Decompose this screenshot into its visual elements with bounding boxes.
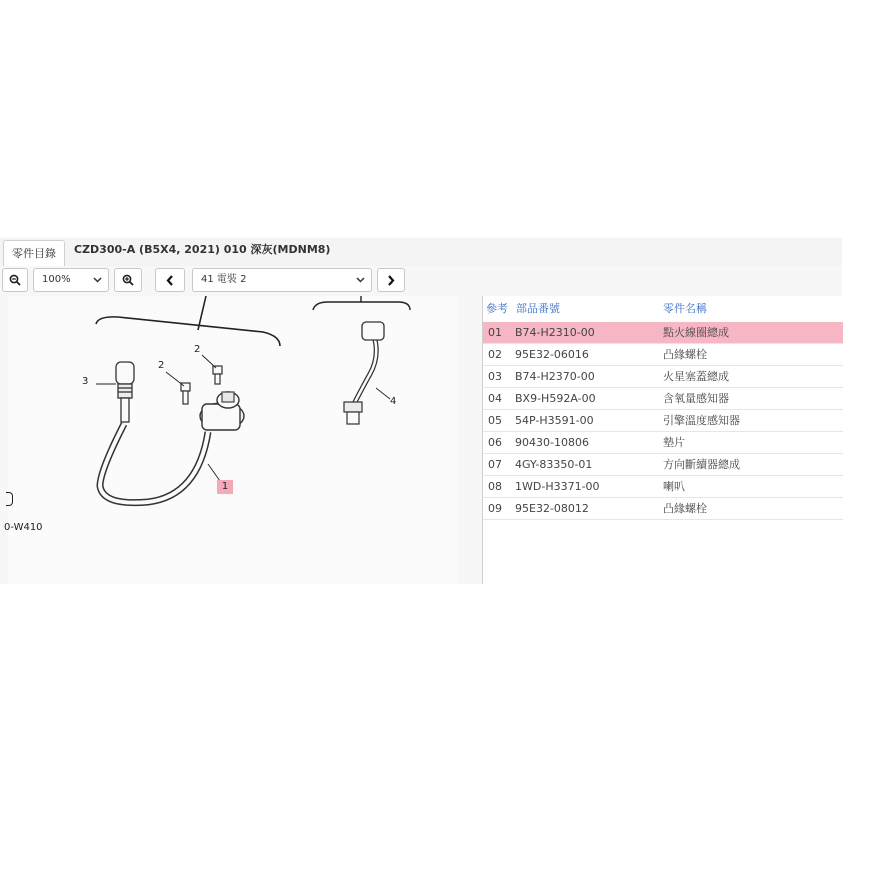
section-value: 41 電裝 2 — [201, 274, 247, 285]
callout-2-lower: 2 — [158, 360, 165, 371]
parts-table-header — [483, 296, 843, 323]
zoom-in-icon — [122, 274, 134, 286]
model-title: CZD300-A (B5X4, 2021) 010 深灰(MDNM8) — [74, 243, 331, 256]
chevron-down-icon — [356, 276, 365, 284]
parts-catalog-app — [0, 238, 842, 584]
cell-part-name: 凸緣螺栓 — [663, 348, 707, 361]
callout-2-upper: 2 — [194, 344, 201, 355]
table-row[interactable] — [483, 432, 843, 454]
chevron-left-icon — [166, 275, 174, 286]
cell-part-number: 95E32-06016 — [515, 348, 589, 361]
bracket-left — [96, 296, 280, 346]
cell-part-number: 4GY-83350-01 — [515, 458, 593, 471]
top-bar — [0, 238, 842, 266]
table-row[interactable] — [483, 344, 843, 366]
callout-3: 3 — [82, 376, 89, 387]
parts-list-panel — [482, 296, 842, 584]
cell-part-number: 1WD-H3371-00 — [515, 480, 600, 493]
cell-part-number: 90430-10806 — [515, 436, 589, 449]
zoom-in-button[interactable] — [114, 268, 142, 292]
callout-1-highlight[interactable]: 1 — [217, 480, 233, 494]
zoom-out-icon — [9, 274, 21, 286]
cell-part-number: B74-H2370-00 — [515, 370, 595, 383]
next-section-button[interactable] — [377, 268, 405, 292]
chevron-right-icon — [387, 275, 395, 286]
column-part-name[interactable]: 零件名稱 — [663, 302, 707, 315]
table-row[interactable] — [483, 498, 843, 520]
table-row[interactable] — [483, 388, 843, 410]
cell-part-name: 火星塞蓋總成 — [663, 370, 729, 383]
cell-part-number: BX9-H592A-00 — [515, 392, 596, 405]
cell-part-name: 引擎溫度感知器 — [663, 414, 740, 427]
table-row[interactable] — [483, 476, 843, 498]
zoom-out-button[interactable] — [2, 268, 28, 292]
bracket-right — [313, 296, 410, 310]
cell-ref: 02 — [488, 348, 502, 361]
table-row[interactable] — [483, 410, 843, 432]
exploded-parts-diagram[interactable] — [4, 296, 458, 584]
flange-bolt-lower — [181, 383, 190, 404]
previous-section-button[interactable] — [155, 268, 185, 292]
cell-part-number: 95E32-08012 — [515, 502, 589, 515]
table-row[interactable] — [483, 366, 843, 388]
cell-part-number: 54P-H3591-00 — [515, 414, 594, 427]
section-select[interactable] — [192, 268, 372, 292]
oxygen-sensor — [344, 322, 384, 424]
cell-ref: 09 — [488, 502, 502, 515]
cell-ref: 07 — [488, 458, 502, 471]
cell-part-name: 喇叭 — [663, 480, 685, 493]
diagram-code: 0-W410 — [4, 522, 43, 533]
cell-ref: 03 — [488, 370, 502, 383]
column-part-number[interactable]: 部品番號 — [516, 302, 560, 315]
cell-part-name: 含氧量感知器 — [663, 392, 729, 405]
callout-4: 4 — [390, 396, 397, 407]
cell-ref: 04 — [488, 392, 502, 405]
spark-plug-cap — [116, 362, 134, 422]
cell-ref: 05 — [488, 414, 502, 427]
column-ref[interactable]: 參考 — [486, 302, 508, 315]
cell-part-name: 墊片 — [663, 436, 685, 449]
cell-part-name: 方向斷續器總成 — [663, 458, 740, 471]
zoom-value: 100% — [42, 274, 71, 285]
cell-part-name: 凸緣螺栓 — [663, 502, 707, 515]
diagram-toolbar — [0, 266, 842, 296]
cell-ref: 01 — [488, 326, 502, 339]
flange-bolt-upper — [213, 366, 222, 384]
tab-parts-catalog[interactable]: 零件目錄 — [3, 240, 65, 266]
zoom-select[interactable] — [33, 268, 109, 292]
table-row[interactable] — [483, 454, 843, 476]
table-row[interactable] — [483, 322, 843, 344]
cell-ref: 06 — [488, 436, 502, 449]
chevron-down-icon — [93, 276, 102, 284]
parts-drawing — [8, 296, 458, 584]
cell-part-name: 點火線圈總成 — [663, 326, 729, 339]
cell-ref: 08 — [488, 480, 502, 493]
cell-part-number: B74-H2310-00 — [515, 326, 595, 339]
edge-logo-icon — [6, 492, 13, 506]
